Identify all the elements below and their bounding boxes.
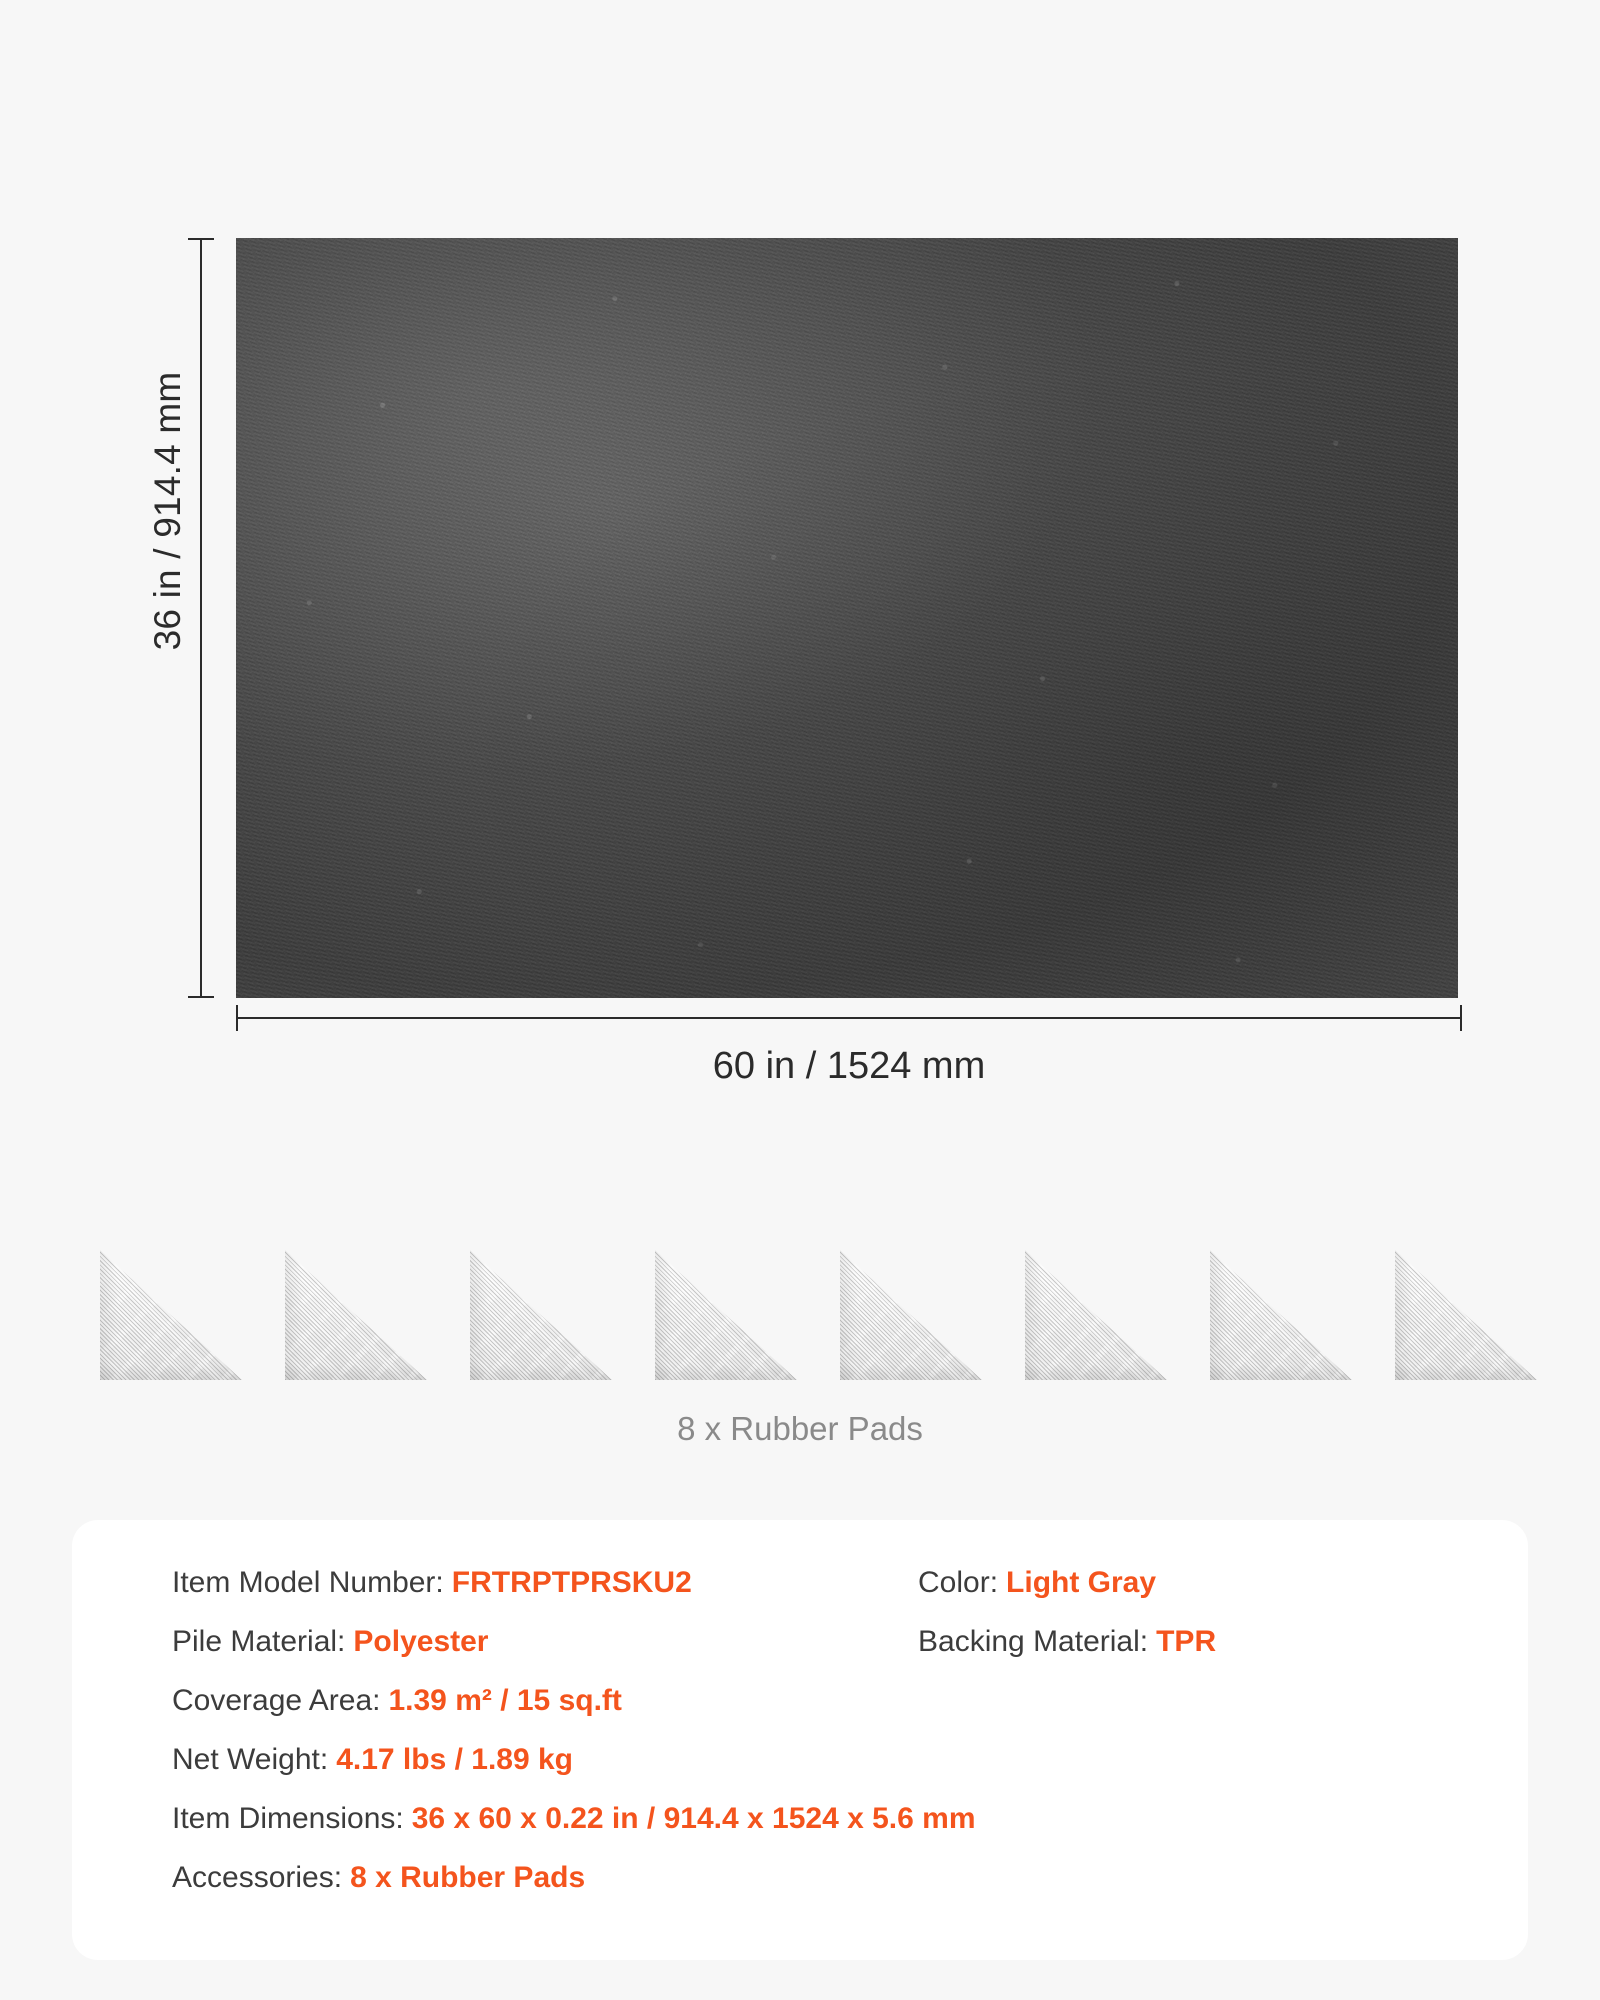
spec-label: Pile Material:	[172, 1625, 346, 1658]
spec-value: FRTRPTPRSKU2	[451, 1566, 692, 1599]
spec-cell	[100, 1566, 890, 1600]
product-image-mat	[236, 238, 1458, 998]
spec-label: Backing Material:	[918, 1625, 1149, 1658]
horizontal-dimension-line	[236, 1017, 1462, 1019]
spec-label: Color:	[918, 1566, 999, 1599]
rubber-pad-item	[1025, 1250, 1167, 1380]
spec-label: Accessories:	[172, 1861, 343, 1894]
spec-value: 36 x 60 x 0.22 in / 914.4 x 1524 x 5.6 mm	[411, 1802, 976, 1835]
specifications-card	[72, 1520, 1528, 1960]
width-dimension-label: 60 in / 1524 mm	[712, 1045, 986, 1087]
spec-cell	[890, 1625, 1500, 1659]
spec-cell	[100, 1861, 1500, 1895]
spec-label: Item Dimensions:	[172, 1802, 404, 1835]
spec-cell	[890, 1566, 1500, 1600]
accessories-caption: 8 x Rubber Pads	[677, 1410, 923, 1447]
spec-value: Light Gray	[1006, 1566, 1157, 1599]
rubber-pad-item	[100, 1250, 242, 1380]
spec-row	[100, 1861, 1500, 1920]
spec-cell	[100, 1625, 890, 1659]
horizontal-dimension-cap-right	[1460, 1005, 1462, 1031]
rubber-pad-item	[840, 1250, 982, 1380]
rubber-pad-item	[655, 1250, 797, 1380]
vertical-dimension-cap-bottom	[188, 996, 214, 998]
specifications-grid	[100, 1566, 1500, 1920]
spec-row	[100, 1802, 1500, 1861]
rubber-pads-row	[100, 1250, 1500, 1395]
spec-value: 4.17 lbs / 1.89 kg	[336, 1743, 573, 1776]
rubber-pad-item	[1395, 1250, 1537, 1380]
rubber-pad-item	[1210, 1250, 1352, 1380]
vertical-dimension-line	[200, 238, 202, 998]
spec-row	[100, 1743, 1500, 1802]
spec-label: Net Weight:	[172, 1743, 329, 1776]
rubber-pad-item	[470, 1250, 612, 1380]
spec-value: TPR	[1156, 1625, 1217, 1658]
spec-value: 8 x Rubber Pads	[350, 1861, 586, 1894]
spec-label: Item Model Number:	[172, 1566, 444, 1599]
height-dimension-label: 36 in / 914.4 mm	[147, 371, 188, 651]
rubber-pad-item	[285, 1250, 427, 1380]
spec-cell	[100, 1684, 890, 1718]
spec-cell	[100, 1802, 1500, 1836]
spec-cell	[100, 1743, 890, 1777]
spec-row	[100, 1566, 1500, 1625]
spec-row	[100, 1625, 1500, 1684]
spec-row	[100, 1684, 1500, 1743]
spec-value: 1.39 m² / 15 sq.ft	[388, 1684, 622, 1717]
accessories-section	[0, 1230, 1600, 1480]
spec-value: Polyester	[353, 1625, 489, 1658]
spec-label: Coverage Area:	[172, 1684, 381, 1717]
